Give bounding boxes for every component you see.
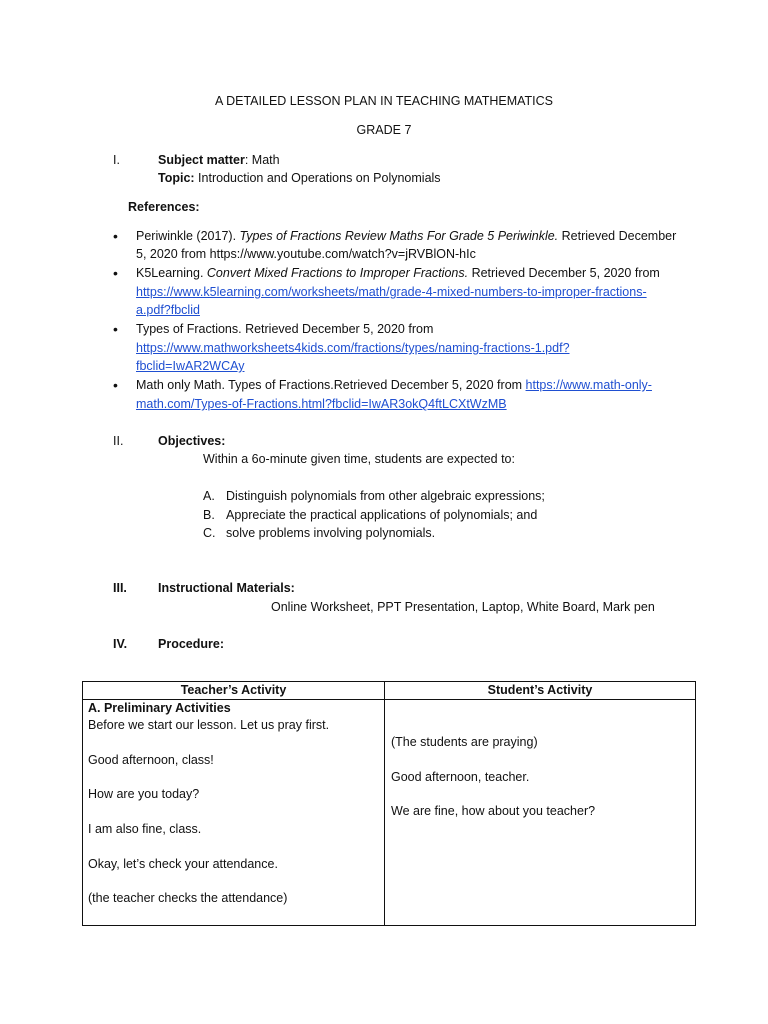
objectives-heading: Objectives: <box>158 434 226 448</box>
teacher-line: Before we start our lesson. Let us pray first. <box>88 718 330 732</box>
student-line: We are fine, how about you teacher? <box>391 804 596 818</box>
subject-matter <box>158 151 280 169</box>
reference-item: Types of Fractions. Retrieved December 5, 2020 from <box>136 322 434 336</box>
section-4-numeral: IV. <box>113 637 128 651</box>
section-3-numeral: III. <box>113 581 127 595</box>
teacher-line: Okay, let’s check your attendance. <box>88 857 278 871</box>
topic-value: Introduction and Operations on Polynomials <box>194 171 441 185</box>
reference-link[interactable]: https://www.mathworksheets4kids.com/fractions/types/naming-fractions-1.pdf? <box>136 341 570 355</box>
reference-link[interactable]: a.pdf?fbclid <box>136 303 200 317</box>
grade-level: GRADE 7 <box>356 123 412 137</box>
objective-item: Appreciate the practical applications of polynomials; and <box>226 508 538 522</box>
procedure-table <box>82 681 696 926</box>
reference-link[interactable]: https://www.math-only- <box>525 378 652 392</box>
bullet-icon: • <box>113 321 118 337</box>
subject-value: : Math <box>244 153 280 167</box>
reference-source: 5, 2020 from https://www.youtube.com/watch?v=jRVBlON-hIc <box>136 247 476 261</box>
reference-link[interactable]: math.com/Types-of-Fractions.html?fbclid=IwAR3okQ4ftLCXtWzMB <box>136 397 507 411</box>
reference-retrieved: Retrieved December <box>558 229 677 243</box>
topic-label: Topic: <box>158 171 195 185</box>
bullet-icon: • <box>113 228 118 244</box>
objectives-intro: Within a 6o-minute given time, students are expected to: <box>203 452 515 466</box>
teacher-line: How are you today? <box>88 787 200 801</box>
reference-title: Types of Fractions Review Maths For Grade 5 Periwinkle. <box>239 229 559 243</box>
section-2-numeral: II. <box>113 434 124 448</box>
objective-letter: C. <box>203 526 216 540</box>
section-1-numeral: I. <box>113 153 120 167</box>
teacher-line: I am also fine, class. <box>88 822 202 836</box>
objective-letter: B. <box>203 508 215 522</box>
procedure-heading: Procedure: <box>158 637 224 651</box>
student-line: (The students are praying) <box>391 735 538 749</box>
reference-retrieved: Retrieved December 5, 2020 from <box>468 266 660 280</box>
reference-item <box>136 376 652 394</box>
document-title: A DETAILED LESSON PLAN IN TEACHING MATHEMATICS <box>214 94 554 108</box>
objective-letter: A. <box>203 489 215 503</box>
student-activity-cell <box>385 700 696 926</box>
student-activity-header: Student’s Activity <box>385 682 696 700</box>
objective-item: solve problems involving polynomials. <box>226 526 436 540</box>
subject-label: Subject matter <box>158 153 245 167</box>
reference-item <box>136 227 676 245</box>
reference-author: Math only Math. Types of Fractions.Retrieved December 5, 2020 from <box>136 378 526 392</box>
bullet-icon: • <box>113 377 118 393</box>
teacher-line: Good afternoon, class! <box>88 753 214 767</box>
references-heading: References: <box>128 200 200 214</box>
student-line: Good afternoon, teacher. <box>391 770 530 784</box>
materials-list: Online Worksheet, PPT Presentation, Laptop, White Board, Mark pen <box>271 600 655 614</box>
teacher-line: (the teacher checks the attendance) <box>88 891 288 905</box>
reference-link[interactable]: https://www.k5learning.com/worksheets/math/grade-4-mixed-numbers-to-improper-fractions- <box>136 285 647 299</box>
preliminary-activities-heading: A. Preliminary Activities <box>88 701 231 715</box>
teacher-activity-cell <box>83 700 385 926</box>
reference-author: K5Learning. <box>136 266 207 280</box>
objective-item: Distinguish polynomials from other algebraic expressions; <box>226 489 545 503</box>
reference-link[interactable]: fbclid=IwAR2WCAy <box>136 359 245 373</box>
reference-title: Convert Mixed Fractions to Improper Fractions. <box>206 266 469 280</box>
materials-heading: Instructional Materials: <box>158 581 295 595</box>
reference-author: Periwinkle (2017). <box>136 229 240 243</box>
teacher-activity-header: Teacher’s Activity <box>83 682 385 700</box>
topic <box>158 169 441 187</box>
reference-item <box>136 264 660 282</box>
bullet-icon: • <box>113 265 118 281</box>
